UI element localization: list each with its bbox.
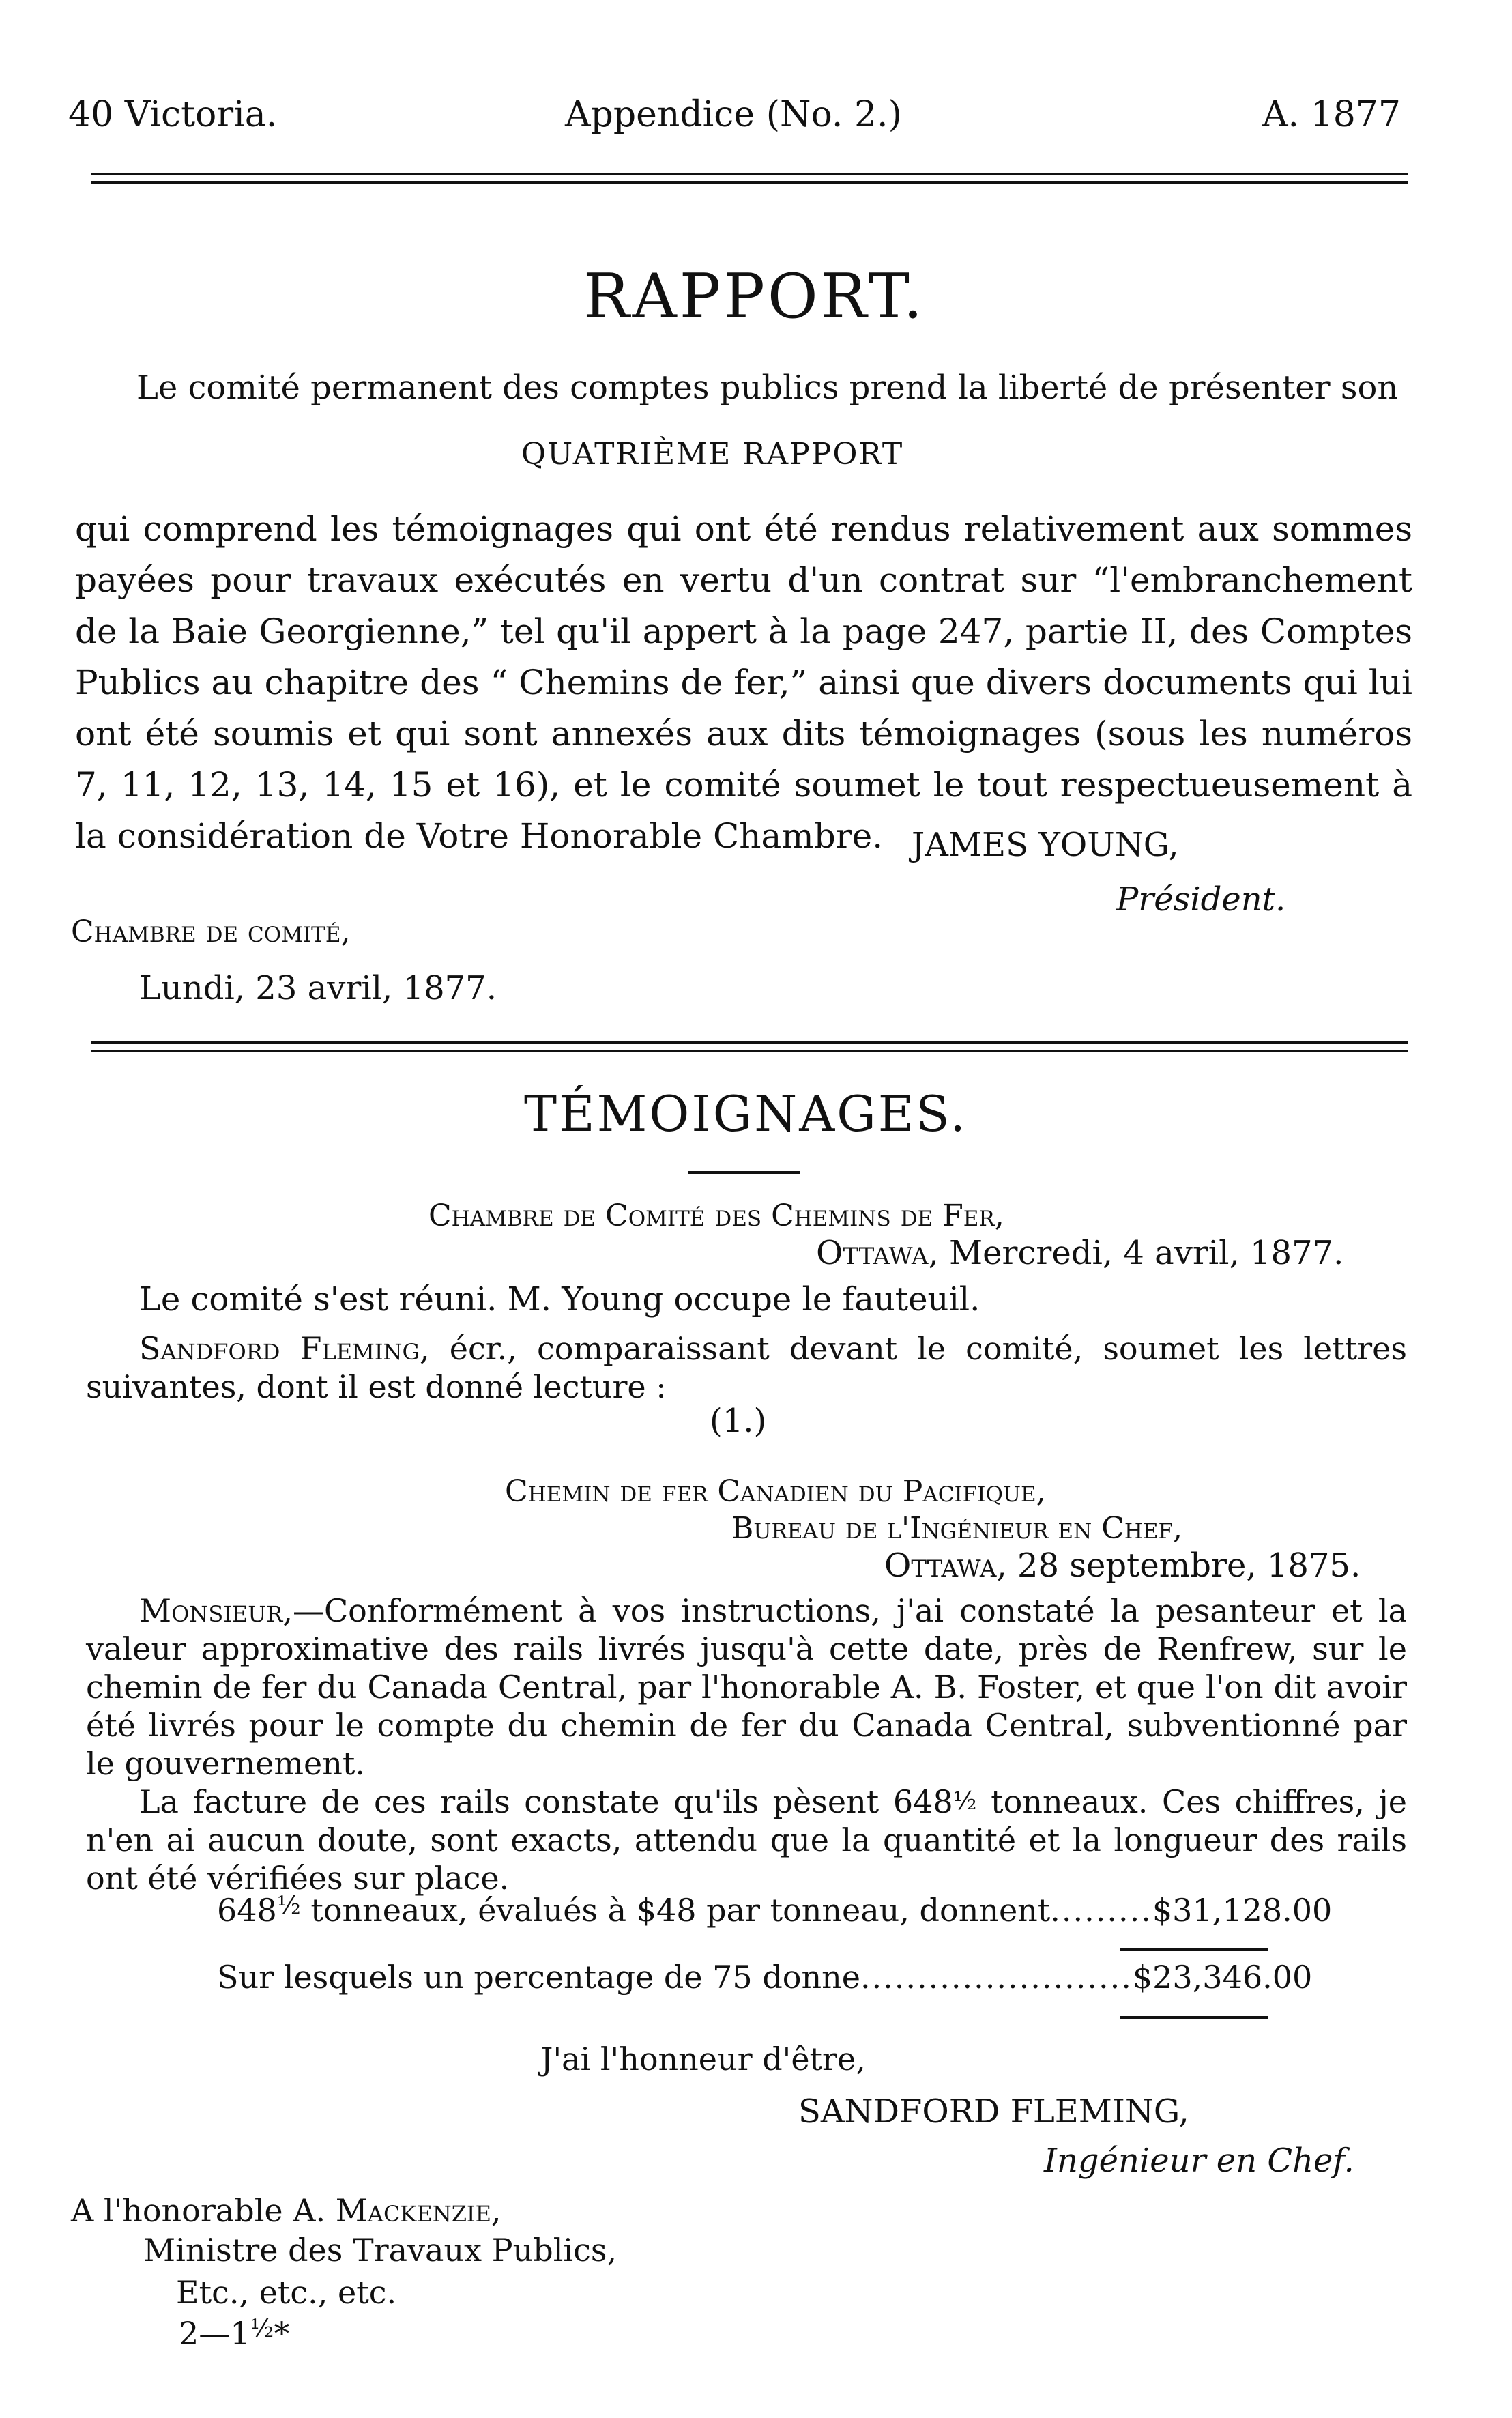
rapport-signature-name: JAMES YOUNG,: [912, 826, 1179, 864]
section-double-rule: [91, 1041, 1408, 1052]
calc-line-1: [217, 1892, 1332, 1929]
rapport-body: qui comprend les témoignages qui ont été rendus relativement aux sommes payées pour travaux exécutés en vertu d'un contrat sur “l'embranchement de la Baie Georgienne,” tel qu'il appert à la page 247, partie II, des Comptes Publics au chapitre des “ Chemins de fer,” ainsi que divers documents qui lui ont été soumis et qui sont annexés aux dits témoignages (sous les numéros 7, 11, 12, 13, 14, 15 et 16), et le comité soumet le tout respectueusement à la considération de Votre Honorable Chambre.: [75, 509, 1412, 856]
calc1-dots: .........: [1050, 1892, 1152, 1929]
rapport-signature-title: Président.: [1116, 880, 1286, 919]
short-rule: [688, 1171, 800, 1174]
calc1-b: tonneaux, évalués à $48 par tonneau, donnent: [300, 1892, 1051, 1929]
temoignages-line1: Le comité s'est réuni. M. Young occupe le fauteuil.: [139, 1280, 980, 1319]
calc-rule-1: [1120, 1948, 1268, 1951]
calc2-dots: ........................: [860, 1959, 1133, 1996]
rapport-place: Chambre de comité,: [71, 915, 351, 949]
letter-signer-title: Ingénieur en Chef.: [1044, 2142, 1354, 2180]
header-left: 40 Victoria.: [68, 94, 278, 135]
letter-para1: [86, 1592, 1407, 1783]
temoignages-date: Mercredi, 4 avril, 1877.: [948, 1234, 1344, 1272]
addressee1-b: Mackenzie,: [335, 2192, 501, 2229]
calc-rule-2: [1120, 2016, 1268, 2019]
letter-head1: Chemin de fer Canadien du Pacifique,: [505, 1474, 1046, 1509]
rapport-date: Lundi, 23 avril, 1877.: [139, 969, 497, 1007]
footer-b: *: [274, 2315, 290, 2352]
rapport-intro: Le comité permanent des comptes publics prend la liberté de présenter son: [136, 369, 1399, 407]
calc2-amount: $23,346.00: [1132, 1959, 1313, 1996]
calc1-a: 648: [217, 1892, 277, 1929]
signature-mark: [179, 2315, 289, 2352]
letter-para2: [86, 1783, 1407, 1897]
header-double-rule: [91, 173, 1408, 184]
letter-head2: Bureau de l'Ingénieur en Chef,: [731, 1511, 1182, 1546]
addressee-line1: [71, 2192, 501, 2229]
footer-a: 2—1: [179, 2315, 250, 2352]
letter-closing: J'ai l'honneur d'être,: [540, 2041, 866, 2077]
calc2-a: Sur lesquels un percentage de 75 donne: [217, 1959, 860, 1996]
addressee-line3: Etc., etc., etc.: [176, 2274, 397, 2311]
temoignages-title: TÉMOIGNAGES.: [524, 1085, 968, 1142]
letter-head3-city: Ottawa,: [884, 1546, 1007, 1585]
temoignages-line2-rest: écr., comparaissant devant le comité, soumet les lettres suivantes, dont il est donné lecture :: [86, 1330, 1407, 1405]
temoignages-line2: [86, 1329, 1407, 1406]
temoignages-number: (1.): [710, 1402, 767, 1440]
calc-line-2: [217, 1959, 1312, 1996]
letter-para2-a: La facture de ces rails constate qu'ils pèsent 648: [139, 1783, 953, 1820]
addressee1-a: A l'honorable A.: [71, 2192, 336, 2229]
letter-para2-frac: ½: [953, 1787, 977, 1815]
letter-para2-b: tonneaux. Ces chiffres, je n'en ai aucun doute, sont exacts, attendu que la quantité et la longueur des rails ont été vérifiées sur place.: [86, 1783, 1408, 1897]
letter-signer-name: SANDFORD FLEMING,: [798, 2092, 1189, 2131]
addressee-line2: Ministre des Travaux Publics,: [143, 2232, 617, 2269]
letter-para1-text: —Conformément à vos instructions, j'ai constaté la pesanteur et la valeur approximative des rails livrés jusqu'à cette date, près de Renfrew, sur le chemin de fer du Canada Central, par l'honorable A. B. Foster, et que l'on dit avoir été livrés pour le compte du chemin de fer du Canada Central, subventionné par le gouvernement.: [86, 1592, 1407, 1782]
temoignages-date-city: Ottawa,: [816, 1234, 939, 1272]
rapport-subtitle: QUATRIÈME RAPPORT: [521, 437, 904, 472]
footer-frac: ½: [250, 2315, 274, 2343]
temoignages-line2-name: Sandford Fleming,: [139, 1330, 430, 1367]
temoignages-place: Chambre de Comité des Chemins de Fer,: [428, 1198, 1004, 1233]
header-center: Appendice (No. 2.): [565, 94, 902, 135]
letter-salutation: Monsieur,: [139, 1592, 293, 1629]
letter-head3-date: 28 septembre, 1875.: [1017, 1546, 1361, 1585]
calc1-amount: $31,128.00: [1152, 1892, 1333, 1929]
rapport-title: RAPPORT.: [583, 261, 926, 332]
calc1-frac: ½: [276, 1892, 301, 1920]
header-right: A. 1877: [1262, 94, 1401, 135]
